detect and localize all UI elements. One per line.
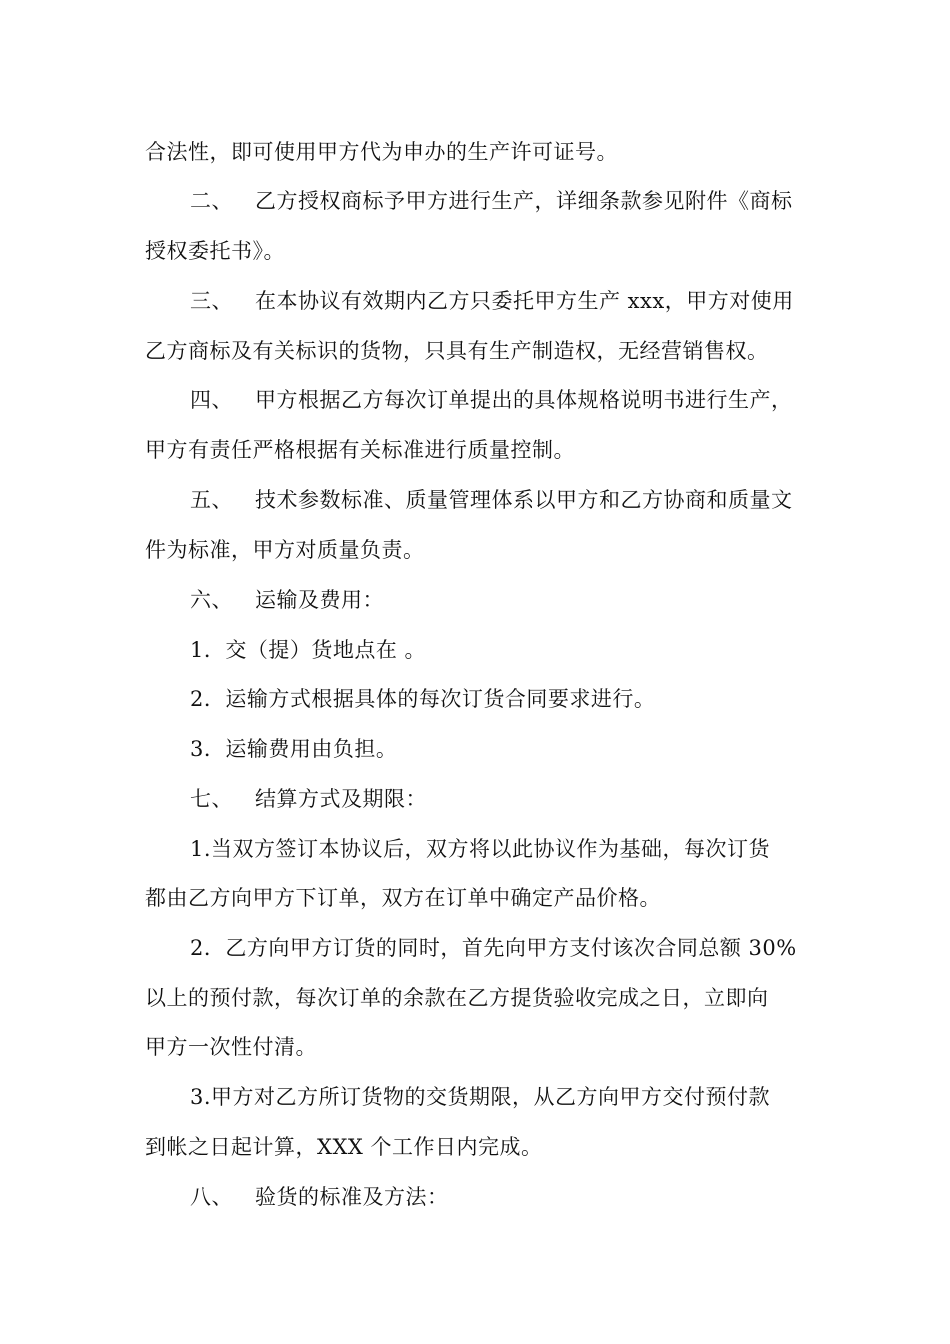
clause-5-second-line: 件为标准，甲方对质量负责。 [145,538,425,562]
clause-7-item-1-line-1: 1.当双方签订本协议后，双方将以此协议作为基础，每次订货 [190,837,771,861]
clause-7-number: 七、 [190,787,233,811]
clause-6-item-3: 3．运输费用由负担。 [190,737,398,761]
clause-5-first-line [190,486,793,514]
clause-7-item-3-line-1: 3.甲方对乙方所订货物的交货期限，从乙方向甲方交付预付款 [190,1085,771,1109]
clause-3-text: 在本协议有效期内乙方只委托甲方生产 xxx，甲方对使用 [255,289,794,313]
clause-7-title: 结算方式及期限： [255,787,427,811]
clause-5-text: 技术参数标准、质量管理体系以甲方和乙方协商和质量文 [255,488,793,512]
clause-7-item-2-line-3: 甲方一次性付清。 [145,1035,317,1059]
clause-8-title: 验货的标准及方法： [255,1185,449,1209]
clause-3-first-line [190,287,794,315]
clause-2-text: 乙方授权商标予甲方进行生产，详细条款参见附件《商标 [255,189,793,213]
clause-2-first-line [190,187,793,215]
clause-7-item-2-line-1: 2．乙方向甲方订货的同时，首先向甲方支付该次合同总额 30% [190,936,797,960]
clause-3-number: 三、 [190,289,233,313]
clause-4-text: 甲方根据乙方每次订单提出的具体规格说明书进行生产， [255,388,793,412]
clause-6-number: 六、 [190,588,233,612]
clause-4-number: 四、 [190,388,233,412]
clause-2-second-line: 授权委托书》。 [145,239,285,263]
clause-7-item-3-line-2: 到帐之日起计算，XXX 个工作日内完成。 [145,1135,543,1159]
clause-6-title: 运输及费用： [255,588,384,612]
clause-6-heading [190,586,384,614]
clause-4-first-line [190,386,793,414]
clause-4-second-line: 甲方有责任严格根据有关标准进行质量控制。 [145,438,575,462]
text-line-1: 合法性，即可使用甲方代为申办的生产许可证号。 [145,140,618,164]
clause-2-number: 二、 [190,189,233,213]
clause-8-number: 八、 [190,1185,233,1209]
clause-5-number: 五、 [190,488,233,512]
clause-8-heading [190,1183,449,1211]
clause-7-item-1-line-2: 都由乙方向甲方下订单，双方在订单中确定产品价格。 [145,886,661,910]
clause-6-item-1: 1．交（提）货地点在 。 [190,638,427,662]
clause-7-heading [190,785,427,813]
clause-6-item-2: 2．运输方式根据具体的每次订货合同要求进行。 [190,687,656,711]
clause-3-second-line: 乙方商标及有关标识的货物，只具有生产制造权，无经营销售权。 [145,339,769,363]
clause-7-item-2-line-2: 以上的预付款，每次订单的余款在乙方提货验收完成之日，立即向 [145,986,769,1010]
